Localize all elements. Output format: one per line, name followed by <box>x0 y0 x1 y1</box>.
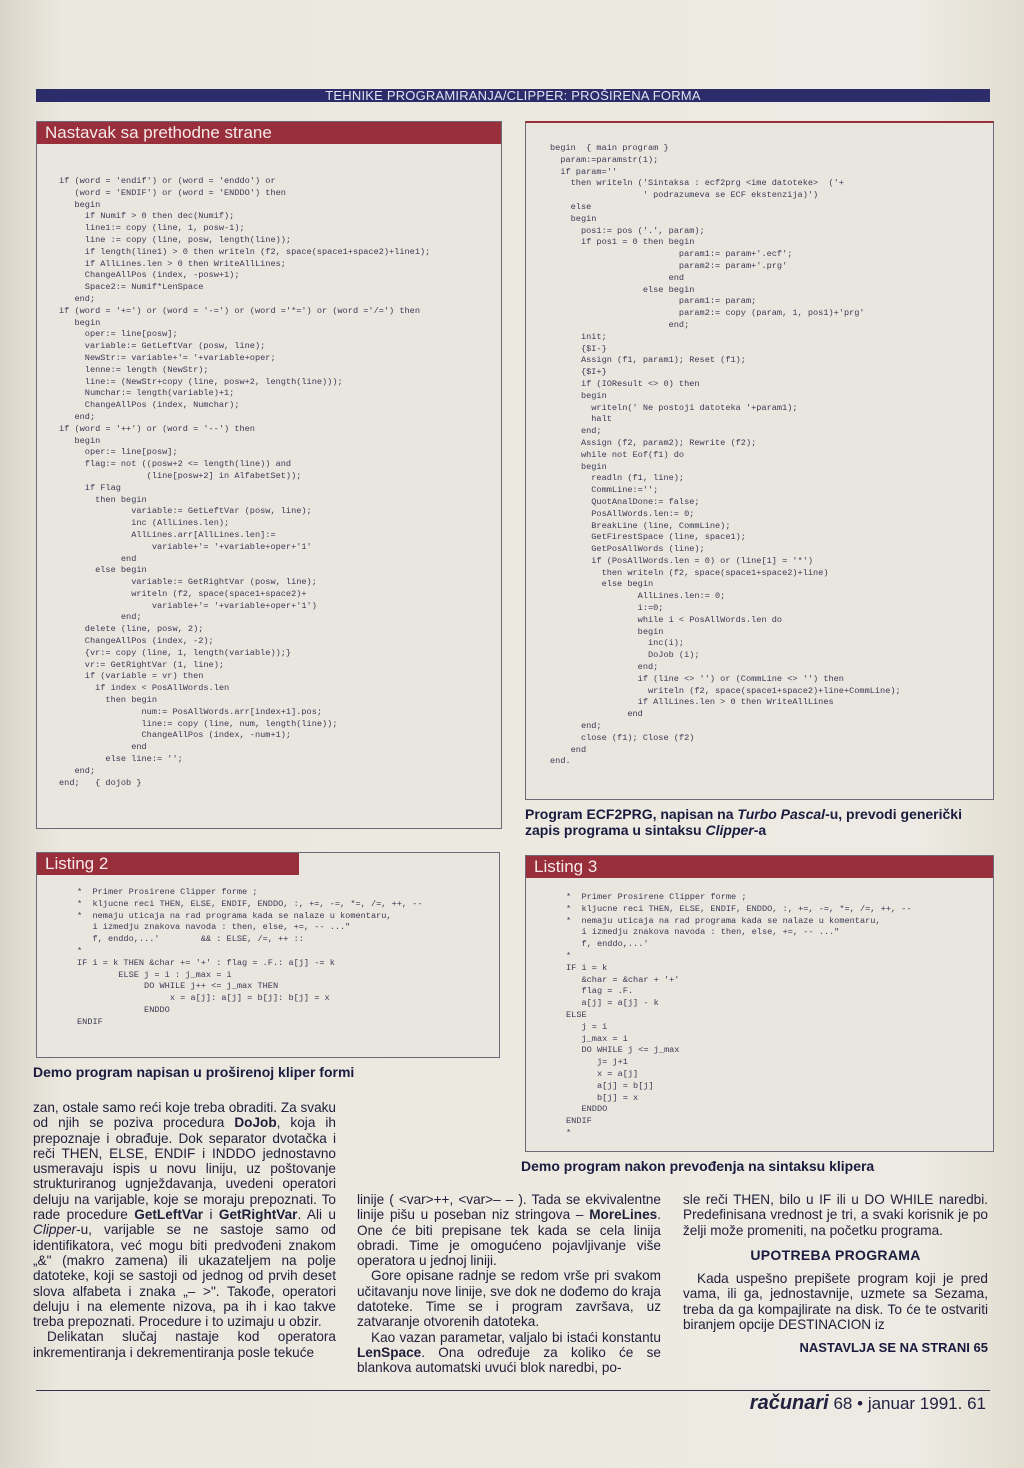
caption-listing-2: Demo program napisan u proširenoj kliper formi <box>33 1064 355 1080</box>
footer-trailing-number: 61 <box>967 1394 986 1413</box>
dojob-term: DoJob <box>234 1115 277 1131</box>
listing-main-code: begin { main program } param:=paramstr(1); if param='' then writeln ('Sintaksa : ecf2prg <ime datoteke> ('+ ' podrazumeva se ECF ekstenzija)') else begin pos1:= pos ('.', param); if pos1 = 0 then begin param1:= param+'.ecf'; param2:= param+'.prg' end else begin param1:= param; param2:= copy (param, 1, pos1)+'prg' end; init; {$I-} Assign (f1, param1); Reset (f1); {$I+} if (IOResult <> 0) then begin writeln(' Ne postoji datoteka '+param1); halt end; Assign (f2, param2); Rewrite (f2); while not Eof(f1) do begin readln (f1, line); CommLine:=''; QuotAnalDone:= false; PosAllWords.len:= 0; BreakLine (line, CommLine); GetFirestSpace (line, space1); GetPosAllWords (line); if (PosAllWords.len = 0) or (line[1] = '*') then writeln (f2, space(space1+space2)+line) else begin AllLines.len:= 0; i:=0; while i < PosAllWords.len do begin inc(i); DoJob (i); end; if (line <> '') or (CommLine <> '') then writeln (f2, space(space1+space2)+line+CommLine); if AllLines.len > 0 then WriteAllLines end end; close (f1); Close (f2) end end. <box>550 143 901 767</box>
column-2-paragraph-3: Kao vazan parametar, valjalo bi istaći konstantu LenSpace. Ona određuje za koliko će se blankova automatski uvući blok naredbi, po- <box>357 1329 661 1376</box>
article-column-3 <box>683 1192 988 1356</box>
column-2-paragraph-2: Gore opisane radnje se redom vrše pri svakom učitavanju nove linije, sve dok ne dođemo do kraja datoteke. Time se i program završava, uz zatvaranje otvorenih datoteka. <box>357 1268 661 1330</box>
listing-2-code: * Primer Prosirene Clipper forme ; * kljucne reci THEN, ELSE, ENDIF, ENDDO, :, +=, -=, *=, /=, ++, -- * nemaju uticaja na rad programa kada se nalaze u komentaru, i izmedju znakova navoda : then, else, +=, -- ..." f, enddo,...' && : ELSE, /=, ++ :: * IF i = k THEN &char += '+' : flag = .F.: a[j] -= k ELSE j = i : j_max = i DO WHILE j++ <= j_max THEN x = a[j]: a[j] = b[j]: b[j] = x ENDDO ENDIF <box>77 887 423 1027</box>
column-1-paragraph-2: Delikatan slučaj nastaje kod operatora inkrementiranja i dekrementiranja posle tekuće <box>33 1329 336 1360</box>
listing-2-box <box>36 852 500 1058</box>
column-1-paragraph-1: zan, ostale samo reći koje treba obraditi. Za svaku od njih se poziva procedura DoJob, koja ih prepoznaje i obrađuje. Dok separator dvotačka i reči THEN, ELSE, ENDIF i INDDO jednostavno usmeravaju ispis u novu liniju, uz poštovanje strukturiranog ugnježdavanja, uvedeni operatori deluju na varijable, koje se moraju prepoznati. To rade procedure GetLeftVar i GetRightVar. Ali u Clipper-u, varijable se ne sastoje samo od identifikatora, već mogu biti predvođeni znakom „&" (makro zamena) ili ukazateljem na polje datoteke, koji se sastoji od jednog od prvih deset slova alfabeta i znaka „– >". Takođe, operatori deluju i na elemente nizova, pa ih i kao takve treba prepoznati. Procedure i to uzimaju u obzir. <box>33 1100 336 1330</box>
caption-listing-3: Demo program nakon prevođenja na sintaksu klipera <box>521 1158 875 1174</box>
morelines-term: MoreLines <box>589 1207 658 1223</box>
magazine-logo: računari <box>749 1392 829 1414</box>
listing-2-title: Listing 2 <box>37 853 299 875</box>
clipper-term: Clipper <box>33 1222 77 1238</box>
article-column-2 <box>357 1192 661 1376</box>
turbo-pascal-name: Turbo Pascal <box>737 806 826 822</box>
footer-bullet: • <box>857 1394 864 1413</box>
lenspace-term: LenSpace <box>357 1344 422 1360</box>
column-2-paragraph-1: linije ( <var>++, <var>– – ). Tada se ekvivalentne linije pišu u poseban niz stringova – MoreLines. One će biti prepisane tek kada se cela linija obradi. Time je omogućeno pojavljivanje više operatora u jednoj liniji. <box>357 1192 661 1269</box>
caption-main-program: Program ECF2PRG, napisan na Turbo Pascal-u, prevodi generički zapis programa u sintaksu Clipper-a <box>525 806 962 838</box>
listing-continued-title: Nastavak sa prethodne strane <box>37 122 501 144</box>
footer-page-number: 68 <box>833 1394 853 1413</box>
section-subheading: UPOTREBA PROGRAMA <box>750 1246 921 1263</box>
continued-notice: NASTAVLJA SE NA STRANI 65 <box>799 1340 988 1356</box>
footer-date: januar 1991. <box>867 1394 963 1413</box>
listing-3-box <box>525 855 994 1152</box>
section-header: TEHNIKE PROGRAMIRANJA/CLIPPER: PROŠIRENA FORMA <box>36 89 990 102</box>
column-3-paragraph-1: sle reči THEN, bilo u IF ili u DO WHILE naredbi. Predefinisana vrednost je tri, a svaki korisnik je po želji može promeniti, na početku programa. <box>683 1192 988 1238</box>
getrightvar-term: GetRightVar <box>218 1207 298 1223</box>
clipper-name: Clipper <box>705 822 754 838</box>
listing-continued-code: if (word = 'endif') or (word = 'enddo') or (word = 'ENDIF') or (word = 'ENDDO') then begin if Numif > 0 then dec(Numif); line1:= copy (line, 1, posw-1); line := copy (line, posw, length(line)); if length(line1) > 0 then writeln (f2, space(space1+space2)+line1); if AllLines.len > 0 then WriteAllLines; ChangeAllPos (index, -posw+1); Space2:= Numif*LenSpace end; if (word = '+=') or (word = '-=') or (word ='*=') or (word ='/=') then begin oper:= line[posw]; variable:= GetLeftVar (posw, line); NewStr:= variable+'= '+variable+oper; lenne:= length (NewStr); line:= (NewStr+copy (line, posw+2, length(line))); Numchar:= length(variable)+1; ChangeAllPos (index, Numchar); end; if (word = '++') or (word = '--') then begin oper:= line[posw]; flag:= not ((posw+2 <= length(line)) and (line[posw+2] in AlfabetSet)); if Flag then begin variable:= GetLeftVar (posw, line); inc (AllLines.len); AllLines.arr[AllLines.len]:= variable+'= '+variable+oper+'1' end else begin variable:= GetRightVar (posw, line); writeln (f2, space(space1+space2)+ variable+'= '+variable+oper+'1') end; delete (line, posw, 2); ChangeAllPos (index, -2); {vr:= copy (line, 1, length(variable));} vr:= GetRightVar (1, line); if (variable = vr) then if index < PosAllWords.len then begin num:= PosAllWords.arr[index+1].pos; line:= copy (line, num, length(line)); ChangeAllPos (index, -num+1); end else line:= ''; end; end; { dojob } <box>59 176 431 788</box>
column-3-paragraph-2: Kada uspešno prepišete program koji je pred vama, ili ga, jednostavnije, uzmete sa Sezama, treba da ga kompajlirate na disk. To će te ostvariti biranjem opcije DESTINACION iz <box>683 1271 988 1333</box>
listing-3-title: Listing 3 <box>526 856 993 878</box>
listing-main-box <box>525 121 994 800</box>
listing-continued-box <box>36 121 502 829</box>
article-column-1 <box>33 1100 336 1360</box>
getleftvar-term: GetLeftVar <box>134 1207 204 1223</box>
page-footer <box>750 1392 986 1415</box>
footer-rule <box>36 1390 990 1391</box>
listing-3-code: * Primer Prosirene Clipper forme ; * kljucne reci THEN, ELSE, ENDIF, ENDDO, :, +=, -=, *=, /=, ++, -- * nemaju uticaja na rad programa kada se nalaze u komentaru, i izmedju znakova navoda : then, else, +=, -- ..." f, enddo,...' * IF i = k &char = &char + '+' flag = .F. a[j] = a[j] - k ELSE j = i j_max = i DO WHILE j <= j_max j= j+1 x = a[j] a[j] = b[j] b[j] = x ENDDO ENDIF * <box>566 892 912 1138</box>
